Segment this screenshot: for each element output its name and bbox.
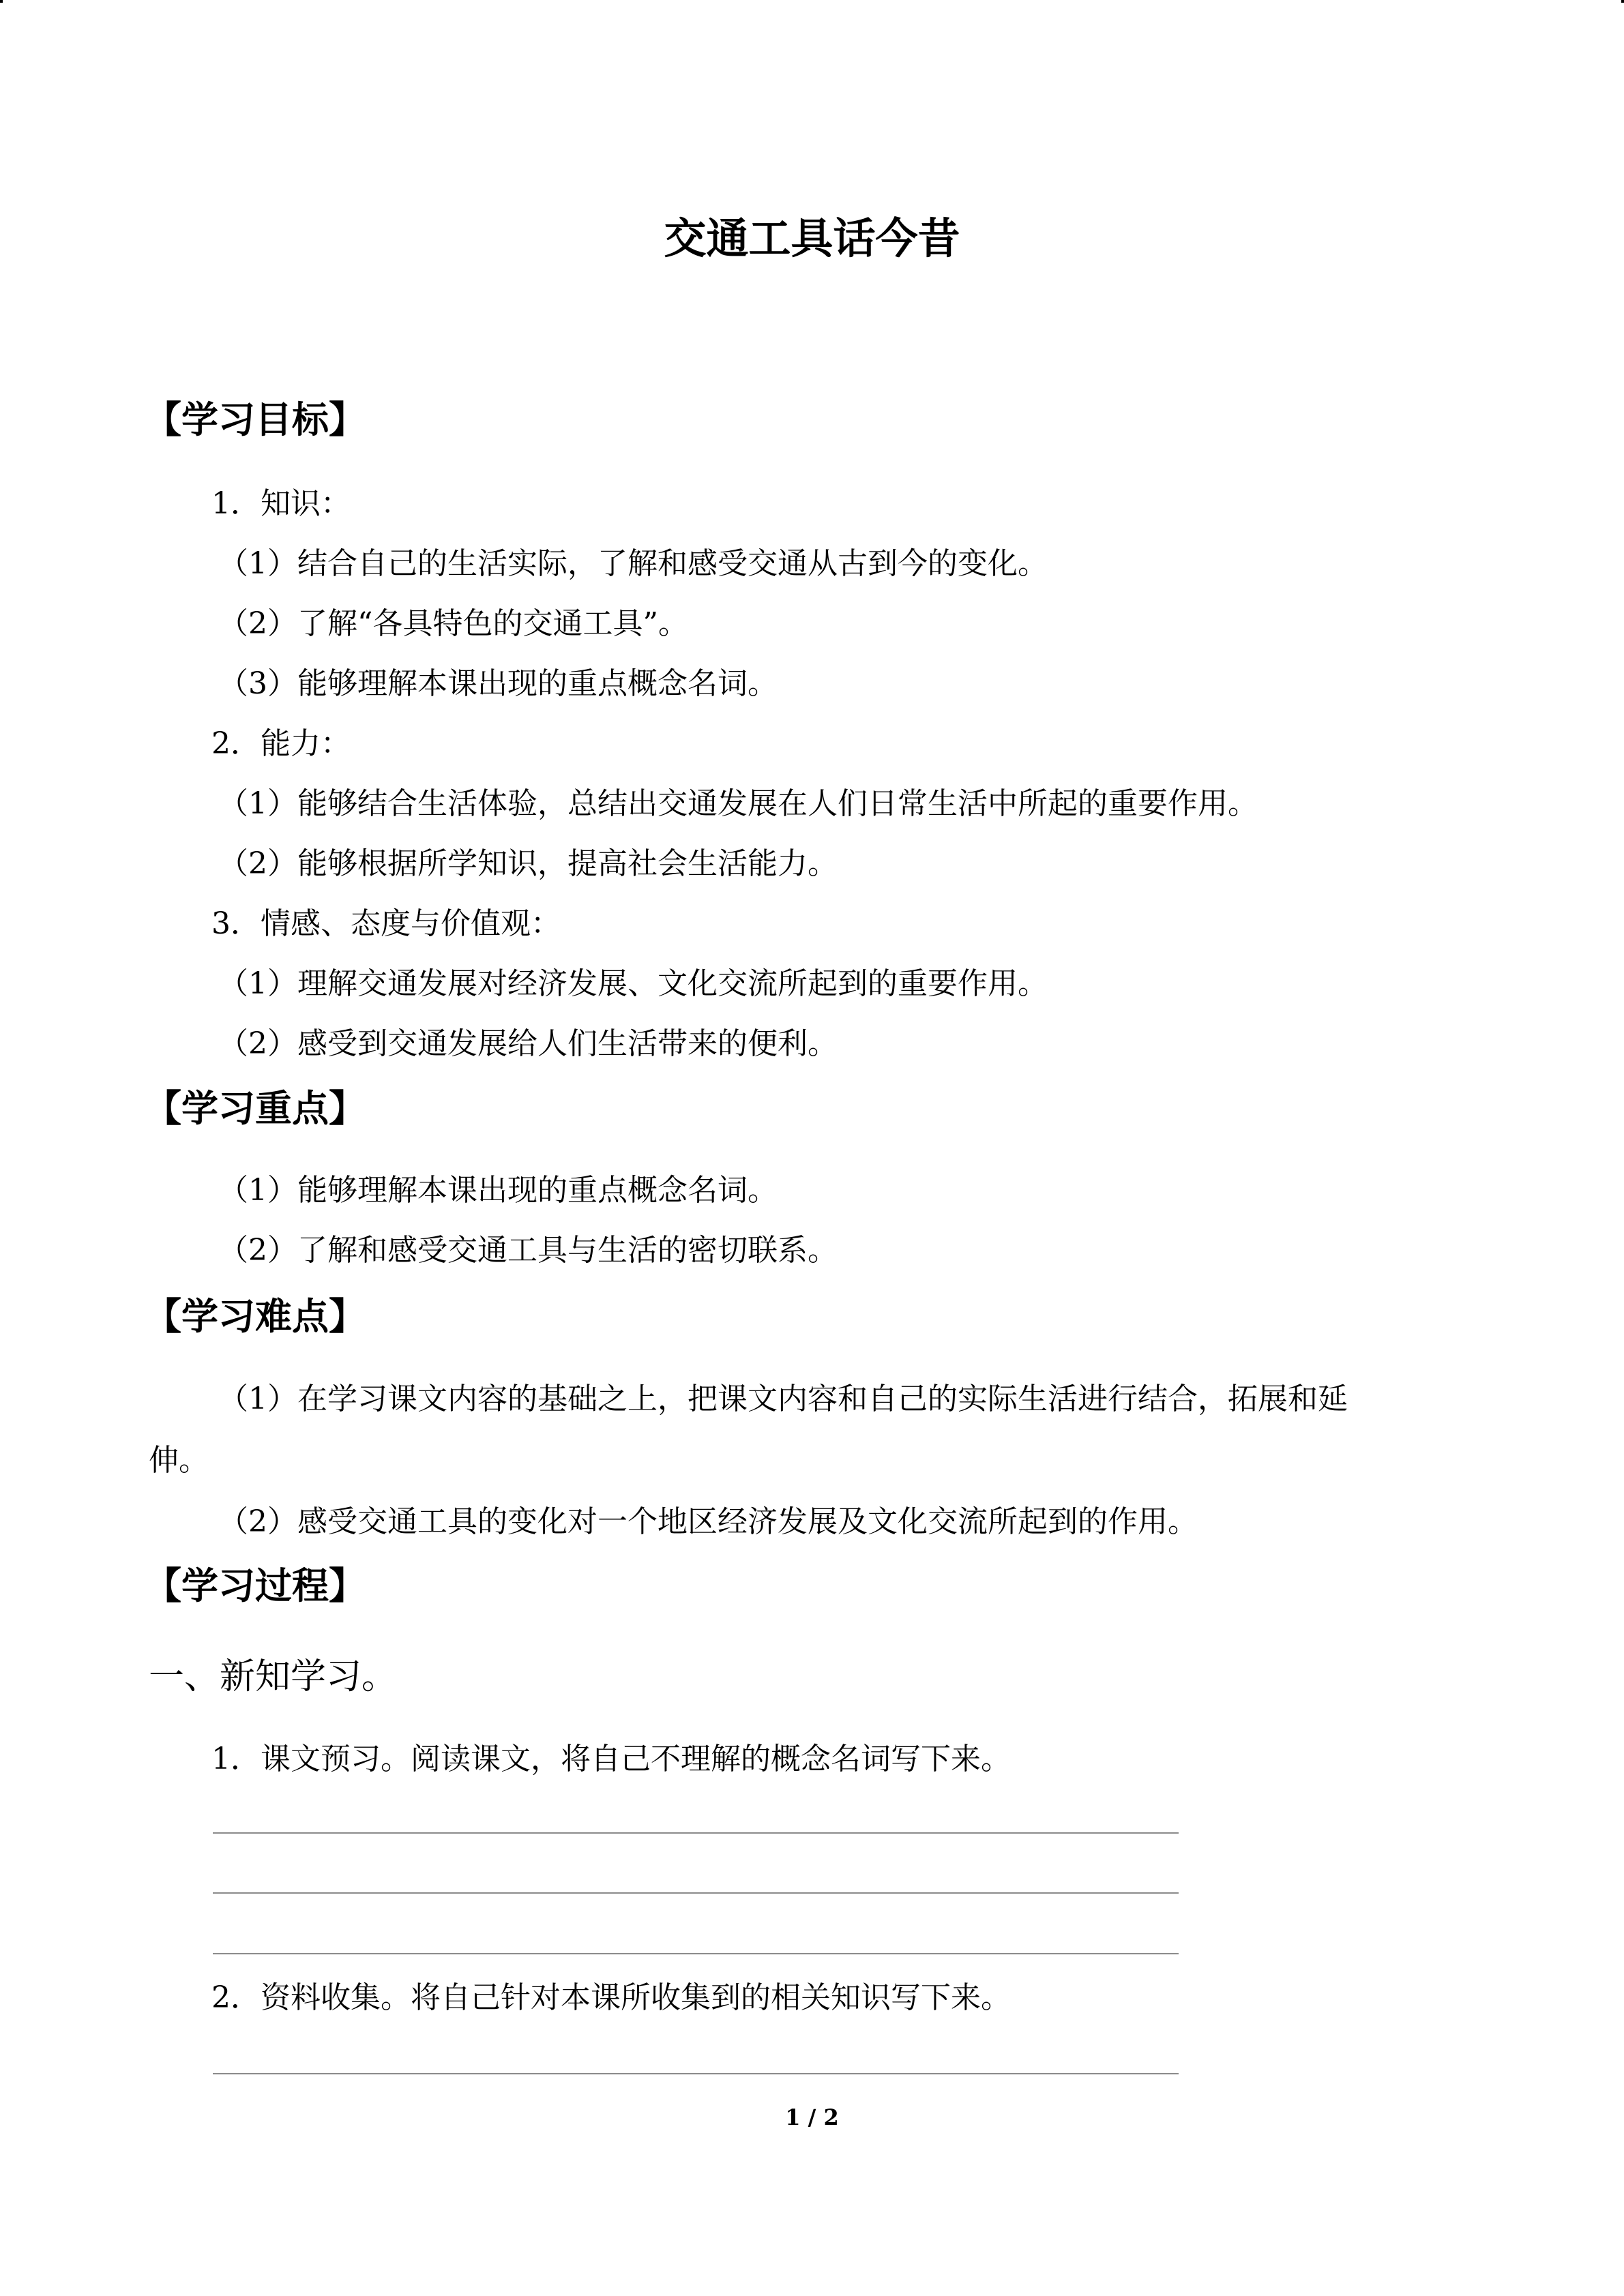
knowledge-item: （1）结合自己的生活实际，了解和感受交通从古到今的变化。 <box>218 546 1048 581</box>
page-corner-mark <box>1621 0 1624 3</box>
knowledge-item: （3）能够理解本课出现的重点概念名词。 <box>218 666 778 701</box>
page-number: 1 / 2 <box>785 2104 839 2130</box>
task-instruction: 1．课文预习。阅读课文，将自己不理解的概念名词写下来。 <box>211 1742 1011 1776</box>
keypoint-item: （2）了解和感受交通工具与生活的密切联系。 <box>218 1233 838 1268</box>
answer-line[interactable] <box>213 1953 1179 1954</box>
values-item: （1）理解交通发展对经济发展、文化交流所起到的重要作用。 <box>218 966 1048 1001</box>
section-heading-goals: 【学习目标】 <box>145 398 366 441</box>
part-title: 一、新知学习。 <box>149 1656 398 1697</box>
keypoint-item: （1）能够理解本课出现的重点概念名词。 <box>218 1173 778 1208</box>
document-title: 交通工具话今昔 <box>664 213 960 263</box>
values-label: 3．情感、态度与价值观： <box>211 906 561 941</box>
difficulty-item: （1）在学习课文内容的基础之上，把课文内容和自己的实际生活进行结合，拓展和延 <box>218 1382 1348 1416</box>
answer-line[interactable] <box>213 1832 1179 1834</box>
ability-item: （1）能够结合生活体验，总结出交通发展在人们日常生活中所起的重要作用。 <box>218 786 1258 821</box>
knowledge-label: 1．知识： <box>211 486 351 521</box>
answer-line[interactable] <box>213 1892 1179 1894</box>
values-item: （2）感受到交通发展给人们生活带来的便利。 <box>218 1026 838 1061</box>
section-heading-process: 【学习过程】 <box>145 1564 366 1607</box>
section-heading-difficulties: 【学习难点】 <box>145 1294 366 1338</box>
difficulty-item-continuation: 伸。 <box>149 1443 209 1478</box>
knowledge-item: （2）了解“各具特色的交通工具”。 <box>218 606 688 641</box>
ability-item: （2）能够根据所学知识，提高社会生活能力。 <box>218 846 838 881</box>
ability-label: 2．能力： <box>211 726 351 761</box>
difficulty-item: （2）感受交通工具的变化对一个地区经济发展及文化交流所起到的作用。 <box>218 1504 1198 1539</box>
answer-line[interactable] <box>213 2073 1179 2074</box>
section-heading-keypoints: 【学习重点】 <box>145 1086 366 1130</box>
page-corner-mark <box>0 0 3 3</box>
task-instruction: 2．资料收集。将自己针对本课所收集到的相关知识写下来。 <box>211 1980 1011 2015</box>
